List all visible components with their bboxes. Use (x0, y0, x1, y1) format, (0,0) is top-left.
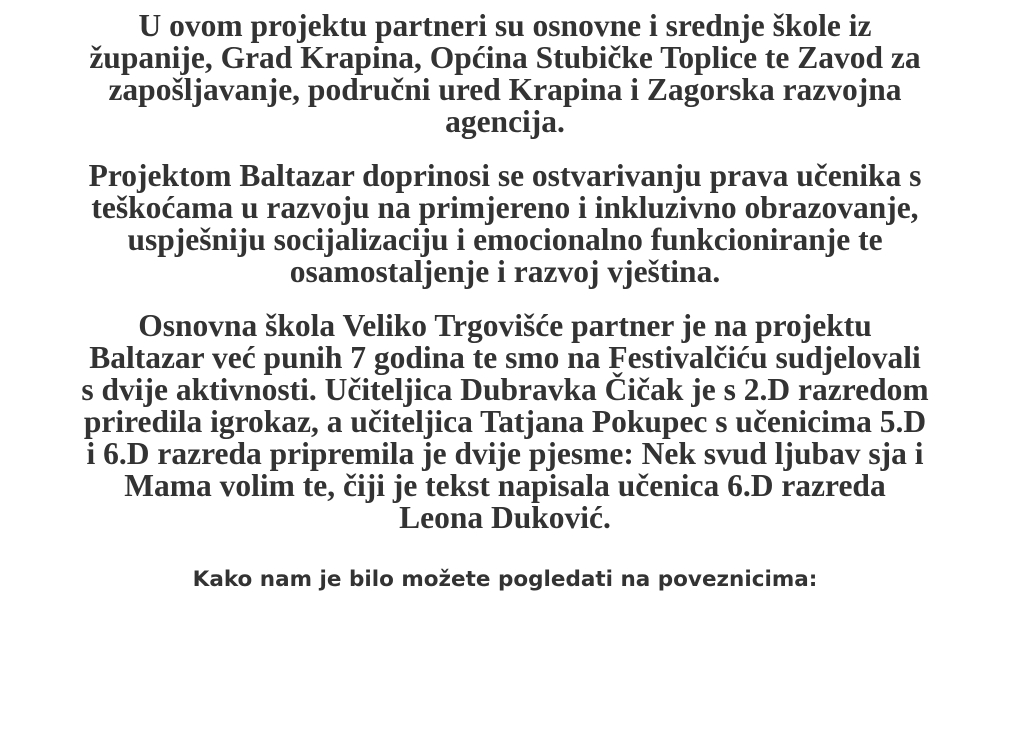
text-line: teškoćama u razvoju na primjereno i inkluzivno obrazovanje, (91, 190, 919, 225)
text-line: Projektom Baltazar doprinosi se ostvarivanju prava učenika s (88, 158, 922, 193)
links-heading: Kako nam je bilo možete pogledati na poveznicima: (192, 567, 818, 592)
text-line: uspješniju socijalizaciju i emocionalno funkcioniranje te (127, 222, 883, 257)
text-line: Mama volim te, čiji je tekst napisala učenica 6.D razreda (124, 468, 886, 503)
text-line: županije, Grad Krapina, Općina Stubičke Toplice te Zavod za (89, 40, 921, 75)
text-line: agencija. (445, 104, 565, 139)
paragraph-partners (0, 10, 1010, 138)
text-line: s dvije aktivnosti. Učiteljica Dubravka Čičak je s 2.D razredom (81, 372, 929, 407)
text-line: osamostaljenje i razvoj vještina. (289, 254, 721, 289)
text-line: Baltazar već punih 7 godina te smo na Festivalčiću sudjelovali (89, 340, 921, 375)
article-body (0, 10, 1010, 594)
text-line: priredila igrokaz, a učiteljica Tatjana Pokupec s učenicima 5.D (83, 404, 927, 439)
text-line: U ovom projektu partneri su osnovne i srednje škole iz (138, 8, 872, 43)
paragraph-project-goals (0, 160, 1010, 288)
text-line: Leona Duković. (399, 500, 611, 535)
text-line: zapošljavanje, područni ured Krapina i Zagorska razvojna (108, 72, 902, 107)
text-line: i 6.D razreda pripremila je dvije pjesme: Nek svud ljubav sja i (86, 436, 924, 471)
paragraph-school-participation (0, 310, 1010, 534)
text-line: Osnovna škola Veliko Trgovišće partner je na projektu (138, 308, 872, 343)
